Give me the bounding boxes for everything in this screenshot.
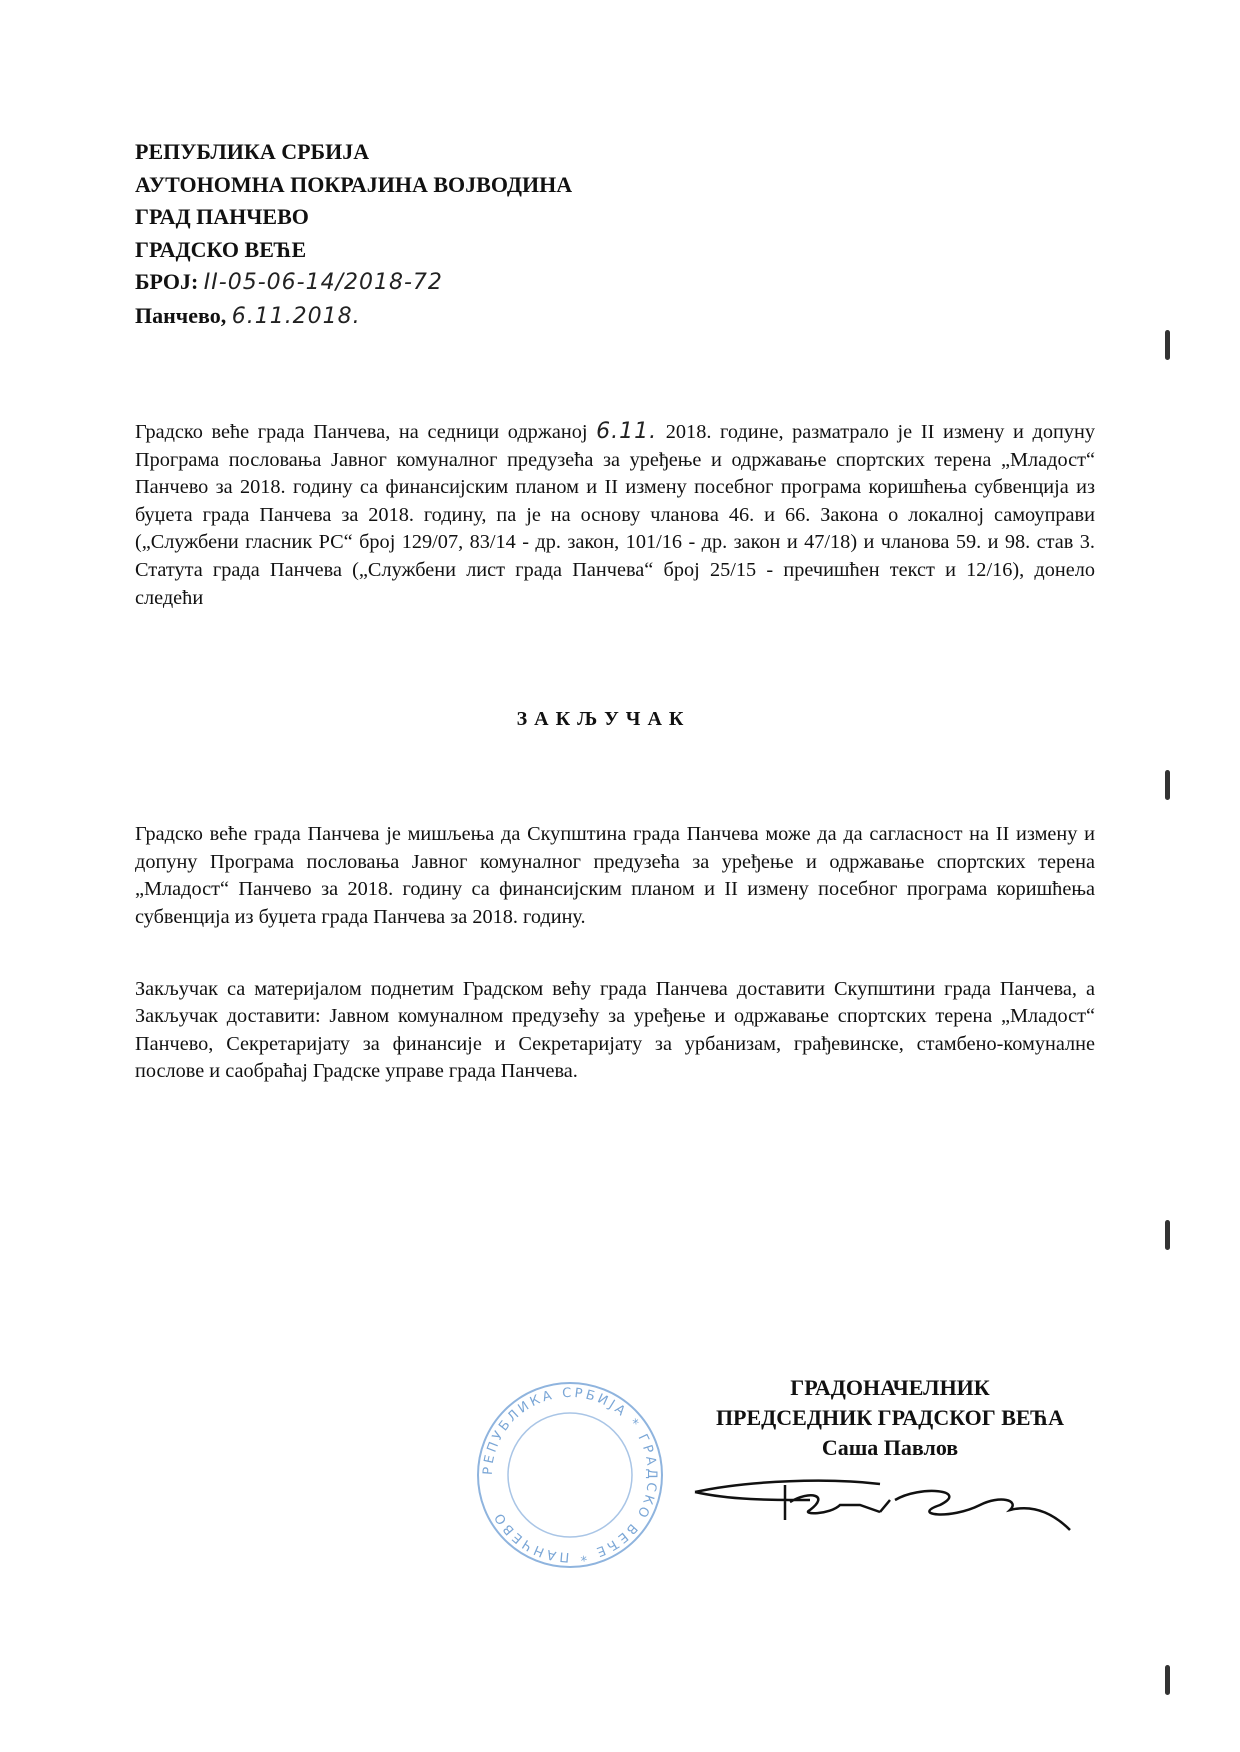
document-number	[135, 266, 572, 300]
document-title: ЗАКЉУЧАК	[516, 708, 691, 731]
header-line: ГРАД ПАНЧЕВО	[135, 204, 309, 229]
intro-paragraph	[135, 418, 1095, 612]
paragraph-gap	[135, 932, 1095, 976]
header-line: АУТОНОМНА ПОКРАЈИНА ВОЈВОДИНА	[135, 171, 573, 197]
handwritten-signature	[690, 1470, 1090, 1550]
intro-text: 2018. године, разматрало је II измену и допуну Програма пословања Јавног комуналног предузећа за уређење и одржавање спортских терена „Младост“ Панчево за 2018. годину са финансијским планом и II измену посебног програма коришћења субвенција из буџета града Панчева за 2018. годину, па је на основу чланова 46. и 66. Закона о локалној самоуправи („Службени гласник РС“ број 129/07, 83/14 - др. закон, 101/16 - др. закон и 47/18) и чланова 59. и 98. став 3. Статута града Панчева („Службени лист града Панчева“ број 25/15 - пречишћен текст и 12/16), донело следећи	[135, 421, 1095, 609]
signatory-title: ПРЕДСЕДНИК ГРАДСКОГ ВЕЋА	[715, 1405, 1065, 1430]
header-line: ГРАДСКО ВЕЋЕ	[135, 236, 307, 262]
official-stamp	[470, 1375, 670, 1575]
punch-mark	[1165, 1665, 1170, 1695]
conclusion-paragraph: Градско веће града Панчева је мишљења да Скупштина града Панчева може да да сагласност на II измену и допуну Програма пословања Јавног комуналног предузећа за уређење и одржавање спортских терена „Младост“ Панчево за 2018. годину са финансијским планом и II измену посебног програма коришћења субвенција из буџета града Панчева за 2018. годину.	[135, 823, 1095, 928]
signature-block	[700, 1373, 1080, 1463]
document-body	[135, 418, 1095, 1086]
document-date	[135, 300, 572, 334]
handwritten-date: 6.11.2018.	[231, 303, 361, 329]
signatory-title: ГРАДОНАЧЕЛНИК	[790, 1375, 990, 1400]
place-label: Панчево,	[135, 302, 227, 328]
intro-text: Градско веће града Панчева, на седници одржаној	[135, 421, 588, 443]
stamp-text: РЕПУБЛИКА СРБИЈА * ГРАДСКО ВЕЋЕ * ПАНЧЕВО	[480, 1385, 660, 1565]
header-line: РЕПУБЛИКА СРБИЈА	[135, 139, 370, 164]
delivery-paragraph: Закључак са материјалом поднетим Градском већу града Панчева доставити Скупштини града Панчева, а Закључак доставити: Јавном комуналном предузећу за уређење и одржавање спортских терена „Младост“ Панчево, Секретаријату за финансије и Секретаријату за урбанизам, грађевинске, стамбено-комуналне послове и саобраћај Градске управе града Панчева.	[135, 977, 1095, 1083]
punch-mark	[1165, 330, 1170, 360]
handwritten-session-date: 6.11.	[596, 419, 658, 444]
document-header	[135, 136, 572, 333]
signatory-name: Саша Павлов	[821, 1435, 959, 1460]
punch-mark	[1165, 770, 1170, 800]
number-label: БРОЈ:	[135, 269, 199, 294]
handwritten-number: II-05-06-14/2018-72	[203, 270, 443, 295]
punch-mark	[1165, 1220, 1170, 1250]
